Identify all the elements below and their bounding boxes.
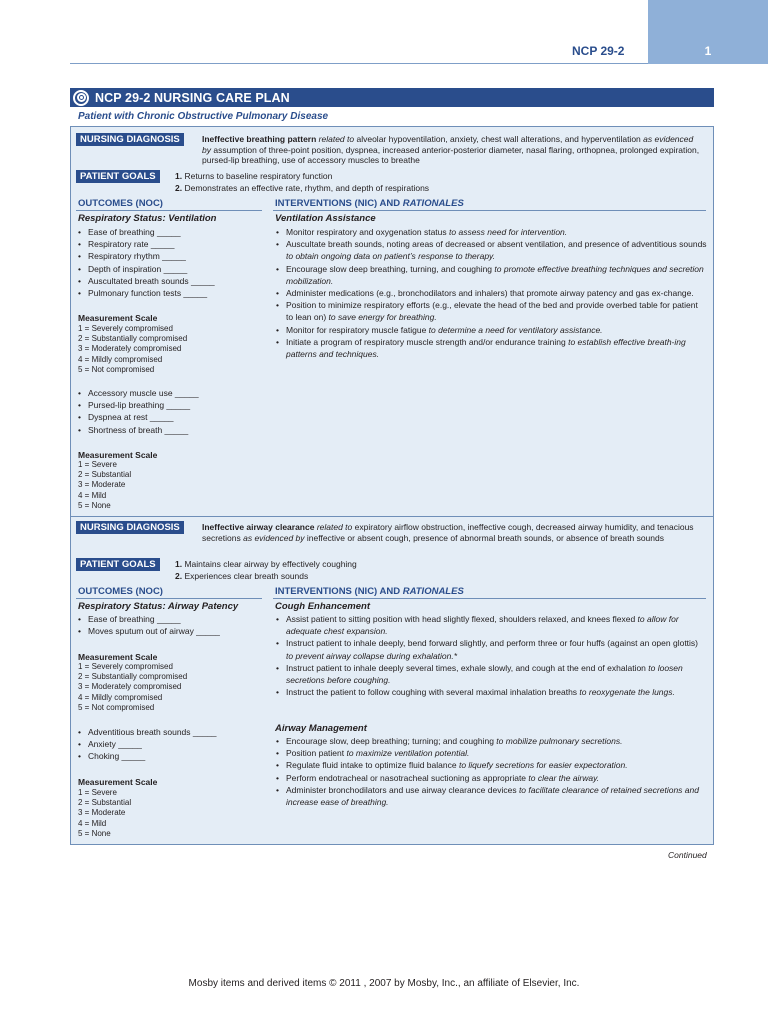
diagnosis-evidenced-by: as evidenced by (202, 134, 694, 155)
section-divider (70, 516, 714, 517)
intervention-item: • Auscultate breath sounds, noting areas of decreased or absent ventilation, and presence of adventitious sounds to obtain ongoing data on patient’s response to therapy. (275, 238, 707, 262)
diagnosis-factors: expiratory airflow obstruction, ineffective cough, decreased airway humidity, and tenacious secretions (202, 522, 694, 543)
intervention-item: • Monitor respiratory and oxygenation status to assess need for intervention. (275, 226, 707, 238)
outcome-list (78, 387, 199, 436)
scale-item: 2 = Substantially compromised (78, 334, 188, 344)
title-bar (70, 88, 714, 107)
intervention-item: • Encourage slow, deep breathing; turning; and coughing to mobilize pulmonary secretions. (275, 735, 707, 747)
intervention-item: • Initiate a program of respiratory muscle strength and/or endurance training to establish effective breath-ing patterns and techniques. (275, 336, 707, 360)
list-item: • Shortness of breath _____ (78, 424, 199, 436)
continued-note: Continued (668, 850, 707, 860)
measurement-scale-heading: Measurement Scale (78, 450, 158, 460)
outcome-list (78, 226, 215, 299)
scale-item: 4 = Mildly compromised (78, 692, 163, 702)
diagnosis-related-to: related to (314, 522, 355, 532)
list-item: • Ease of breathing _____ (78, 226, 215, 238)
list-item: • Accessory muscle use _____ (78, 387, 199, 399)
patient-goals-list (175, 559, 357, 582)
goal-item: 1. Maintains clear airway by effectively coughing (175, 559, 357, 569)
diagnosis-factors: alveolar hypoventilation, anxiety, chest wall alterations, and hyperventilation (356, 134, 644, 144)
target-icon (73, 90, 89, 106)
diagnosis-evidence: ineffective or absent cough, presence of abnormal breath sounds, or absence of breath sounds (304, 532, 664, 543)
outcomes-rule (76, 210, 262, 211)
intervention-item: • Administer bronchodilators and use airway clearance devices to facilitate clearance of retained secretions and increase ease of breathing. (275, 784, 707, 808)
intervention-list (275, 735, 707, 808)
list-item: • Ease of breathing _____ (78, 613, 220, 625)
outcome-list (78, 613, 220, 637)
scale-item: 4 = Mild (78, 490, 107, 500)
scale-item: 2 = Substantial (78, 798, 132, 808)
intervention-item: • Encourage slow deep breathing, turning, and coughing to promote effective breathing techniques and secretion mobilization. (275, 263, 707, 287)
scale-item: 1 = Severe (78, 788, 117, 797)
outcome-list (78, 726, 217, 763)
list-item: • Anxiety _____ (78, 738, 217, 750)
interventions-rule (273, 210, 706, 211)
scale-item: 5 = None (78, 500, 111, 510)
list-item: • Moves sputum out of airway _____ (78, 625, 220, 637)
patient-goals-label: PATIENT GOALS (76, 170, 160, 183)
header-rule (70, 63, 648, 64)
measurement-scale-list (78, 460, 131, 511)
scale-item: 3 = Moderate (78, 808, 126, 818)
measurement-scale-list (78, 788, 131, 839)
scale-item: 1 = Severe (78, 460, 117, 469)
measurement-scale-heading: Measurement Scale (78, 777, 158, 787)
nursing-diagnosis-label: NURSING DIAGNOSIS (76, 521, 184, 534)
scale-item: 3 = Moderately compromised (78, 682, 182, 692)
scale-item: 5 = Not compromised (78, 364, 155, 374)
intervention-item: • Position to minimize respiratory efforts (e.g., elevate the head of the bed and provide overbed table for patient to lean on) to save energy for breathing. (275, 299, 707, 323)
intervention-list (275, 613, 707, 698)
nursing-diagnosis-text (202, 134, 703, 166)
diagnosis-term: Ineffective breathing pattern (202, 134, 317, 144)
intervention-item: • Regulate fluid intake to optimize fluid balance to liquefy secretions for easier expectoration. (275, 759, 707, 771)
goal-item: 2. Demonstrates an effective rate, rhythm, and depth of respirations (175, 182, 430, 193)
interventions-heading: INTERVENTIONS (NIC) AND RATIONALES (275, 586, 464, 597)
scale-item: 1 = Severely compromised (78, 324, 173, 333)
diagnosis-related-to: related to (316, 134, 357, 144)
scale-item: 5 = None (78, 828, 111, 838)
list-item: • Auscultated breath sounds _____ (78, 275, 215, 287)
copyright-footer: Mosby items and derived items © 2011 , 2007 by Mosby, Inc., an affiliate of Elsevier, Inc. (188, 978, 580, 989)
list-item: • Choking _____ (78, 750, 217, 762)
intervention-item: • Instruct patient to inhale deeply several times, exhale slowly, and cough at the end of exhalation to loosen secretions before coughing. (275, 662, 707, 686)
measurement-scale-heading: Measurement Scale (78, 313, 158, 323)
diagnosis-term: Ineffective airway clearance (202, 522, 315, 532)
goal-item: 1. Returns to baseline respiratory function (175, 171, 333, 181)
scale-item: 3 = Moderate (78, 480, 126, 490)
nursing-diagnosis-label: NURSING DIAGNOSIS (76, 133, 184, 146)
measurement-scale-heading: Measurement Scale (78, 652, 158, 662)
intervention-title: Ventilation Assistance (275, 213, 376, 224)
page-title: NCP 29-2 NURSING CARE PLAN (95, 90, 290, 105)
scale-item: 5 = Not compromised (78, 702, 155, 712)
list-item: • Pulmonary function tests _____ (78, 287, 215, 299)
list-item: • Adventitious breath sounds _____ (78, 726, 217, 738)
patient-goals-list (175, 171, 429, 194)
goal-item: 2. Experiences clear breath sounds (175, 570, 309, 581)
scale-item: 4 = Mildly compromised (78, 354, 163, 364)
intervention-item: • Assist patient to sitting position with head slightly flexed, shoulders relaxed, and knees flexed to allow for adequate chest expansion. (275, 613, 707, 637)
intervention-title: Airway Management (275, 723, 367, 734)
list-item: • Respiratory rate _____ (78, 238, 215, 250)
scale-item: 2 = Substantially compromised (78, 672, 188, 682)
outcomes-heading: OUTCOMES (NOC) (78, 586, 163, 597)
intervention-item: • Administer medications (e.g., bronchodilators and inhalers) that promote airway patency and gas ex-change. (275, 287, 707, 299)
intervention-item: • Monitor for respiratory muscle fatigue to determine a need for ventilatory assistance. (275, 324, 707, 336)
list-item: • Dyspnea at rest _____ (78, 411, 199, 423)
header-label: NCP 29-2 (572, 44, 625, 58)
intervention-list (275, 226, 707, 360)
patient-goals-label: PATIENT GOALS (76, 558, 160, 571)
outcome-title: Respiratory Status: Airway Patency (78, 601, 239, 612)
scale-item: 2 = Substantial (78, 470, 132, 480)
intervention-item: • Instruct the patient to follow coughing with several maximal inhalation breaths to reoxygenate the lungs. (275, 686, 707, 698)
list-item: • Respiratory rhythm _____ (78, 250, 215, 262)
interventions-rule (273, 598, 706, 599)
nursing-diagnosis-text (202, 522, 703, 543)
intervention-item: • Perform endotracheal or nasotracheal suctioning as appropriate to clear the airway. (275, 772, 707, 784)
intervention-item: • Position patient to maximize ventilation potential. (275, 747, 707, 759)
diagnosis-evidence: assumption of three-point position, dyspnea, increased anterior-posterior diameter, nasal flaring, orthopnea, prolonged expiration, pursed-lip breathing, use of accessory muscles to breathe (202, 144, 700, 165)
scale-item: 3 = Moderately compromised (78, 344, 182, 354)
measurement-scale-list (78, 662, 187, 713)
diagnosis-evidenced-by: as evidenced by (243, 532, 305, 543)
measurement-scale-list (78, 324, 187, 375)
outcome-title: Respiratory Status: Ventilation (78, 213, 217, 224)
outcomes-heading: OUTCOMES (NOC) (78, 198, 163, 209)
list-item: • Pursed-lip breathing _____ (78, 399, 199, 411)
intervention-title: Cough Enhancement (275, 601, 371, 612)
page-subtitle: Patient with Chronic Obstructive Pulmonary Disease (78, 111, 329, 122)
scale-item: 1 = Severely compromised (78, 662, 173, 671)
interventions-heading: INTERVENTIONS (NIC) AND RATIONALES (275, 198, 464, 209)
intervention-item: • Instruct patient to inhale deeply, bend forward slightly, and perform three or four huffs (against an open glottis) to prevent airway collapse during exhalation.* (275, 637, 707, 661)
page-number: 1 (704, 44, 712, 58)
scale-item: 4 = Mild (78, 818, 107, 828)
outcomes-rule (76, 598, 262, 599)
list-item: • Depth of inspiration _____ (78, 263, 215, 275)
